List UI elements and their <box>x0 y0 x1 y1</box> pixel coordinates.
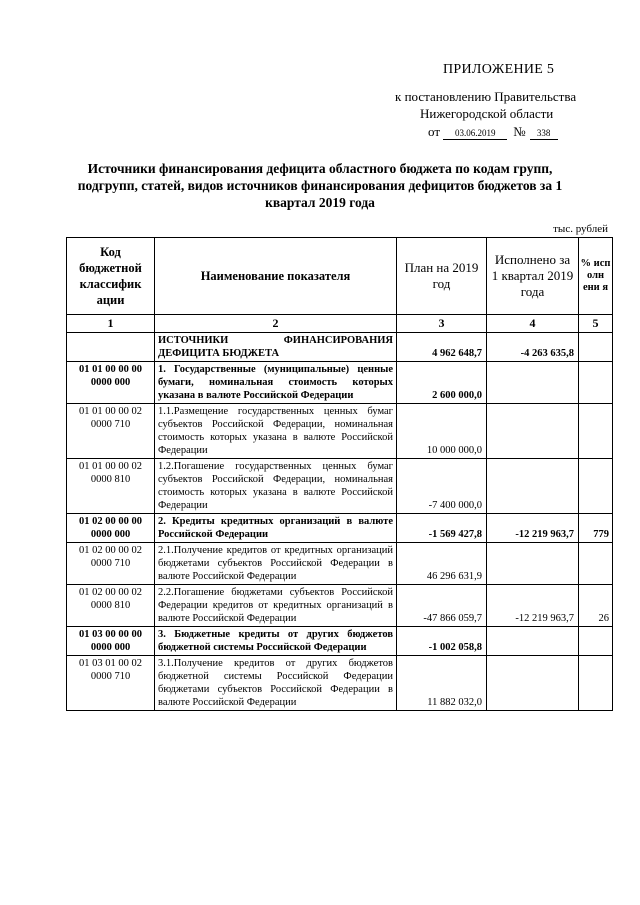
appendix-label: ПРИЛОЖЕНИЕ 5 <box>443 62 555 77</box>
row-plan: -7 400 000,0 <box>397 459 487 514</box>
table-row <box>67 404 613 459</box>
row-executed: -12 219 963,7 <box>487 514 579 543</box>
row-name: 3. Бюджетные кредиты от других бюджетов бюджетной системы Российской Федерации <box>155 627 397 656</box>
row-percent <box>579 627 613 656</box>
row-percent <box>579 404 613 459</box>
row-plan: -1 002 058,8 <box>397 627 487 656</box>
column-number: 5 <box>579 315 613 333</box>
decree-number: 338 <box>530 128 558 140</box>
row-name: 2.1.Получение кредитов от кредитных организаций бюджетами субъектов Российской Федерации в валюте Российской Федерации <box>155 543 397 585</box>
header-executed: Исполнено за 1 квартал 2019 года <box>487 238 579 315</box>
table-row <box>67 459 613 514</box>
document-title: Источники финансирования дефицита областного бюджета по кодам групп, подгрупп, статей, видов источников финансирования дефицитов бюджетов за 1 квартал 2019 года <box>77 161 563 210</box>
row-name: 1.1.Размещение государственных ценных бумаг субъектов Российской Федерации, номинальная стоимость которых указана в валюте Российской Федерации <box>155 404 397 459</box>
row-name: 1.2.Погашение государственных ценных бумаг субъектов Российской Федерации, номинальная стоимость которых указана в валюте Российской Федерации <box>155 459 397 514</box>
table-row <box>67 333 613 362</box>
row-percent <box>579 543 613 585</box>
table-row <box>67 585 613 627</box>
row-name: 2.2.Погашение бюджетами субъектов Российской Федерации кредитов от кредитных организаций в валюте Российской Федерации <box>155 585 397 627</box>
row-executed: -4 263 635,8 <box>487 333 579 362</box>
row-code: 01 02 00 00 02 0000 810 <box>67 585 155 627</box>
row-executed <box>487 543 579 585</box>
table-row <box>67 362 613 404</box>
units-label: тыс. рублей <box>553 223 608 235</box>
header-code: Код бюджетной классифик ации <box>67 238 155 315</box>
row-plan: -47 866 059,7 <box>397 585 487 627</box>
date-prefix: от <box>428 124 441 139</box>
row-code: 01 03 01 00 02 0000 710 <box>67 656 155 711</box>
column-number: 4 <box>487 315 579 333</box>
row-plan: 10 000 000,0 <box>397 404 487 459</box>
row-plan: 46 296 631,9 <box>397 543 487 585</box>
row-plan: 4 962 648,7 <box>397 333 487 362</box>
row-code: 01 01 00 00 00 0000 000 <box>67 362 155 404</box>
table-row <box>67 514 613 543</box>
row-percent <box>579 362 613 404</box>
header-percent: % исп олн ени я <box>579 238 613 315</box>
decree-date-line <box>428 124 558 140</box>
row-percent <box>579 459 613 514</box>
row-code: 01 03 00 00 00 0000 000 <box>67 627 155 656</box>
row-percent: 26 <box>579 585 613 627</box>
row-code: 01 01 00 00 02 0000 810 <box>67 459 155 514</box>
column-number: 2 <box>155 315 397 333</box>
row-executed <box>487 459 579 514</box>
row-percent: 779 <box>579 514 613 543</box>
row-name: 2. Кредиты кредитных организаций в валюте Российской Федерации <box>155 514 397 543</box>
row-name: 1. Государственные (муниципальные) ценные бумаги, номинальная стоимость которых указана в валюте Российской Федерации <box>155 362 397 404</box>
financing-sources-table <box>66 237 613 711</box>
row-executed <box>487 627 579 656</box>
table-row <box>67 627 613 656</box>
table-row <box>67 656 613 711</box>
row-name: ИСТОЧНИКИ ФИНАНСИРОВАНИЯ ДЕФИЦИТА БЮДЖЕТА <box>155 333 397 362</box>
row-code: 01 01 00 00 02 0000 710 <box>67 404 155 459</box>
row-executed <box>487 656 579 711</box>
column-number: 3 <box>397 315 487 333</box>
header-name: Наименование показателя <box>155 238 397 315</box>
row-executed <box>487 362 579 404</box>
decree-line-1: к постановлению Правительства <box>395 89 577 104</box>
number-sign: № <box>513 124 526 139</box>
row-code <box>67 333 155 362</box>
decree-line-2: Нижегородской области <box>420 106 554 121</box>
row-percent <box>579 333 613 362</box>
row-plan: -1 569 427,8 <box>397 514 487 543</box>
row-code: 01 02 00 00 00 0000 000 <box>67 514 155 543</box>
decree-date: 03.06.2019 <box>443 128 507 140</box>
row-percent <box>579 656 613 711</box>
row-plan: 2 600 000,0 <box>397 362 487 404</box>
row-executed <box>487 404 579 459</box>
row-executed: -12 219 963,7 <box>487 585 579 627</box>
header-plan: План на 2019 год <box>397 238 487 315</box>
row-plan: 11 882 032,0 <box>397 656 487 711</box>
column-number: 1 <box>67 315 155 333</box>
row-name: 3.1.Получение кредитов от других бюджетов бюджетной системы Российской Федерации бюджетами субъектов Российской Федерации в валюте Российской Федерации <box>155 656 397 711</box>
table-row <box>67 543 613 585</box>
row-code: 01 02 00 00 02 0000 710 <box>67 543 155 585</box>
